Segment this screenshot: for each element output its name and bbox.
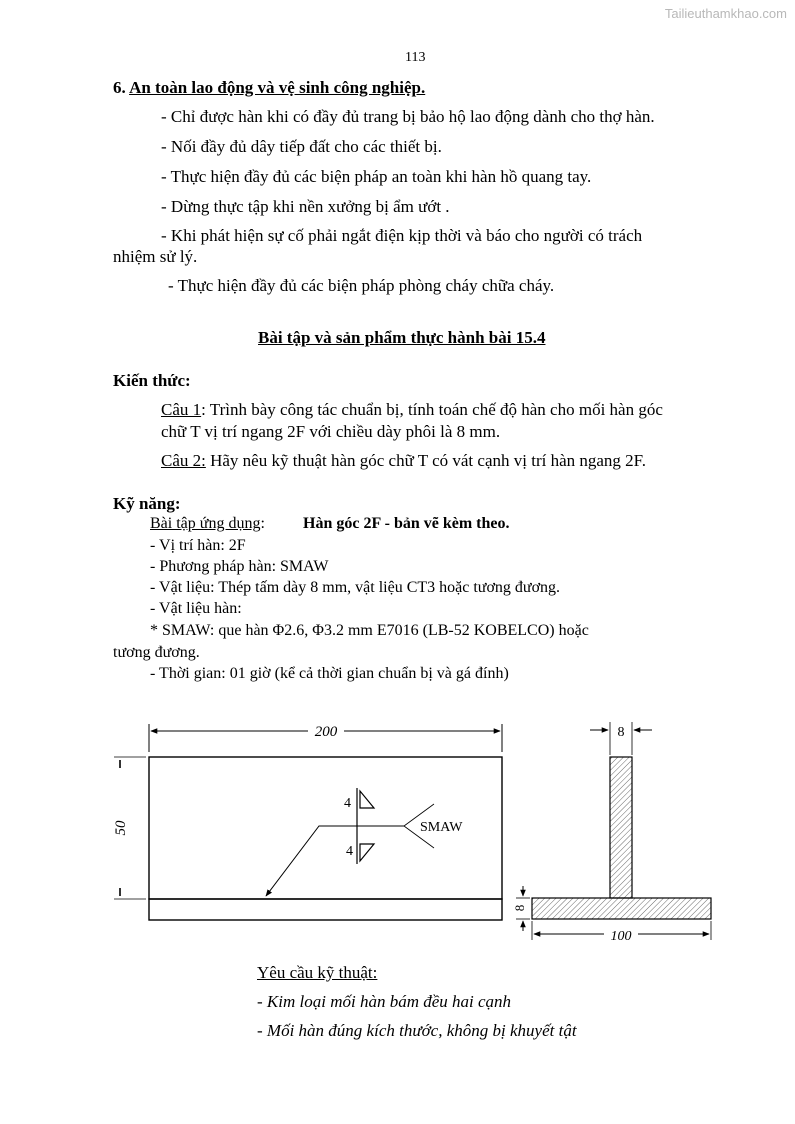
watermark: Tailieuthamkhao.com xyxy=(664,6,787,21)
dim-length-label: 200 xyxy=(314,724,338,740)
applied-exercise xyxy=(150,515,265,533)
dim-web-thickness-label: 8 xyxy=(617,725,625,740)
web-section xyxy=(610,757,632,898)
skill-line: * SMAW: que hàn Φ2.6, Φ3.2 mm E7016 (LB-52 KOBELCO) hoặc xyxy=(150,622,589,639)
section-6-heading xyxy=(113,78,425,98)
safety-item: - Dừng thực tập khi nền xưởng bị ẩm ướt . xyxy=(161,197,450,216)
question-1-text: : Trình bày công tác chuẩn bị, tính toán chế độ hàn cho mối hàn góc xyxy=(201,400,663,419)
skill-line: - Vật liệu: Thép tấm dày 8 mm, vật liệu CT3 hoặc tương đương. xyxy=(150,579,561,596)
exercise-title: Bài tập và sản phẩm thực hành bài 15.4 xyxy=(258,328,546,347)
skill-line: - Vị trí hàn: 2F xyxy=(150,537,246,554)
front-view xyxy=(113,724,502,920)
skills-heading: Kỹ năng: xyxy=(113,494,181,513)
safety-item: - Thực hiện đầy đủ các biện pháp an toàn khi hàn hồ quang tay. xyxy=(161,167,592,186)
applied-exercise-label: Bài tập ứng dụng xyxy=(150,515,261,532)
skill-line: - Thời gian: 01 giờ (kể cả thời gian chuẩn bị và gá đính) xyxy=(150,665,509,682)
requirement-item: - Kim loại mối hàn bám đều hai cạnh xyxy=(257,992,512,1011)
knowledge-heading: Kiến thức: xyxy=(113,371,191,390)
question-1-label: Câu 1 xyxy=(161,400,202,419)
requirement-item: - Mối hàn đúng kích thước, không bị khuyết tật xyxy=(257,1021,577,1040)
safety-item: - Thực hiện đầy đủ các biện pháp phòng cháy chữa cháy. xyxy=(168,276,555,295)
safety-item: - Khi phát hiện sự cố phải ngắt điện kịp thời và báo cho người có trách xyxy=(161,226,643,245)
skill-line-continuation: tương đương. xyxy=(113,644,200,661)
applied-exercise-value: Hàn góc 2F - bản vẽ kèm theo. xyxy=(303,515,510,532)
base-plate-front xyxy=(149,899,502,920)
section-6-number: 6. xyxy=(113,78,130,97)
process-label: SMAW xyxy=(420,820,463,835)
weld-size-top: 4 xyxy=(344,796,351,811)
safety-item-continuation: nhiệm sử lý. xyxy=(113,247,198,266)
safety-item: - Chỉ được hàn khi có đầy đủ trang bị bảo hộ lao động dành cho thợ hàn. xyxy=(161,107,655,126)
fillet-weld-symbol-top xyxy=(360,791,374,808)
skill-line: - Phương pháp hàn: SMAW xyxy=(150,558,329,575)
weld-size-bottom: 4 xyxy=(346,844,353,859)
dim-flange-width-label: 100 xyxy=(610,929,632,944)
question-2 xyxy=(161,451,646,471)
question-2-text: Hãy nêu kỹ thuật hàn góc chữ T có vát cạnh vị trí hàn ngang 2F. xyxy=(205,451,647,470)
skill-line: - Vật liệu hàn: xyxy=(150,600,242,617)
weld-drawing xyxy=(0,700,795,960)
dim-height-label: 50 xyxy=(113,820,129,836)
question-1 xyxy=(161,400,663,420)
applied-exercise-colon: : xyxy=(260,515,265,532)
section-6-title: An toàn lao động và vệ sinh công nghiệp. xyxy=(129,78,426,97)
question-2-label: Câu 2: xyxy=(161,451,206,470)
side-view xyxy=(512,722,711,944)
safety-item: - Nối đầy đủ dây tiếp đất cho các thiết bị. xyxy=(161,137,442,156)
question-1-text-cont: chữ T vị trí ngang 2F với chiều dày phôi là 8 mm. xyxy=(161,422,501,441)
page-number: 113 xyxy=(405,50,426,65)
requirements-heading: Yêu cầu kỹ thuật: xyxy=(257,963,378,982)
dim-flange-thickness-label: 8 xyxy=(512,904,527,912)
fillet-weld-symbol-bottom xyxy=(360,844,374,861)
flange-section xyxy=(532,898,711,919)
